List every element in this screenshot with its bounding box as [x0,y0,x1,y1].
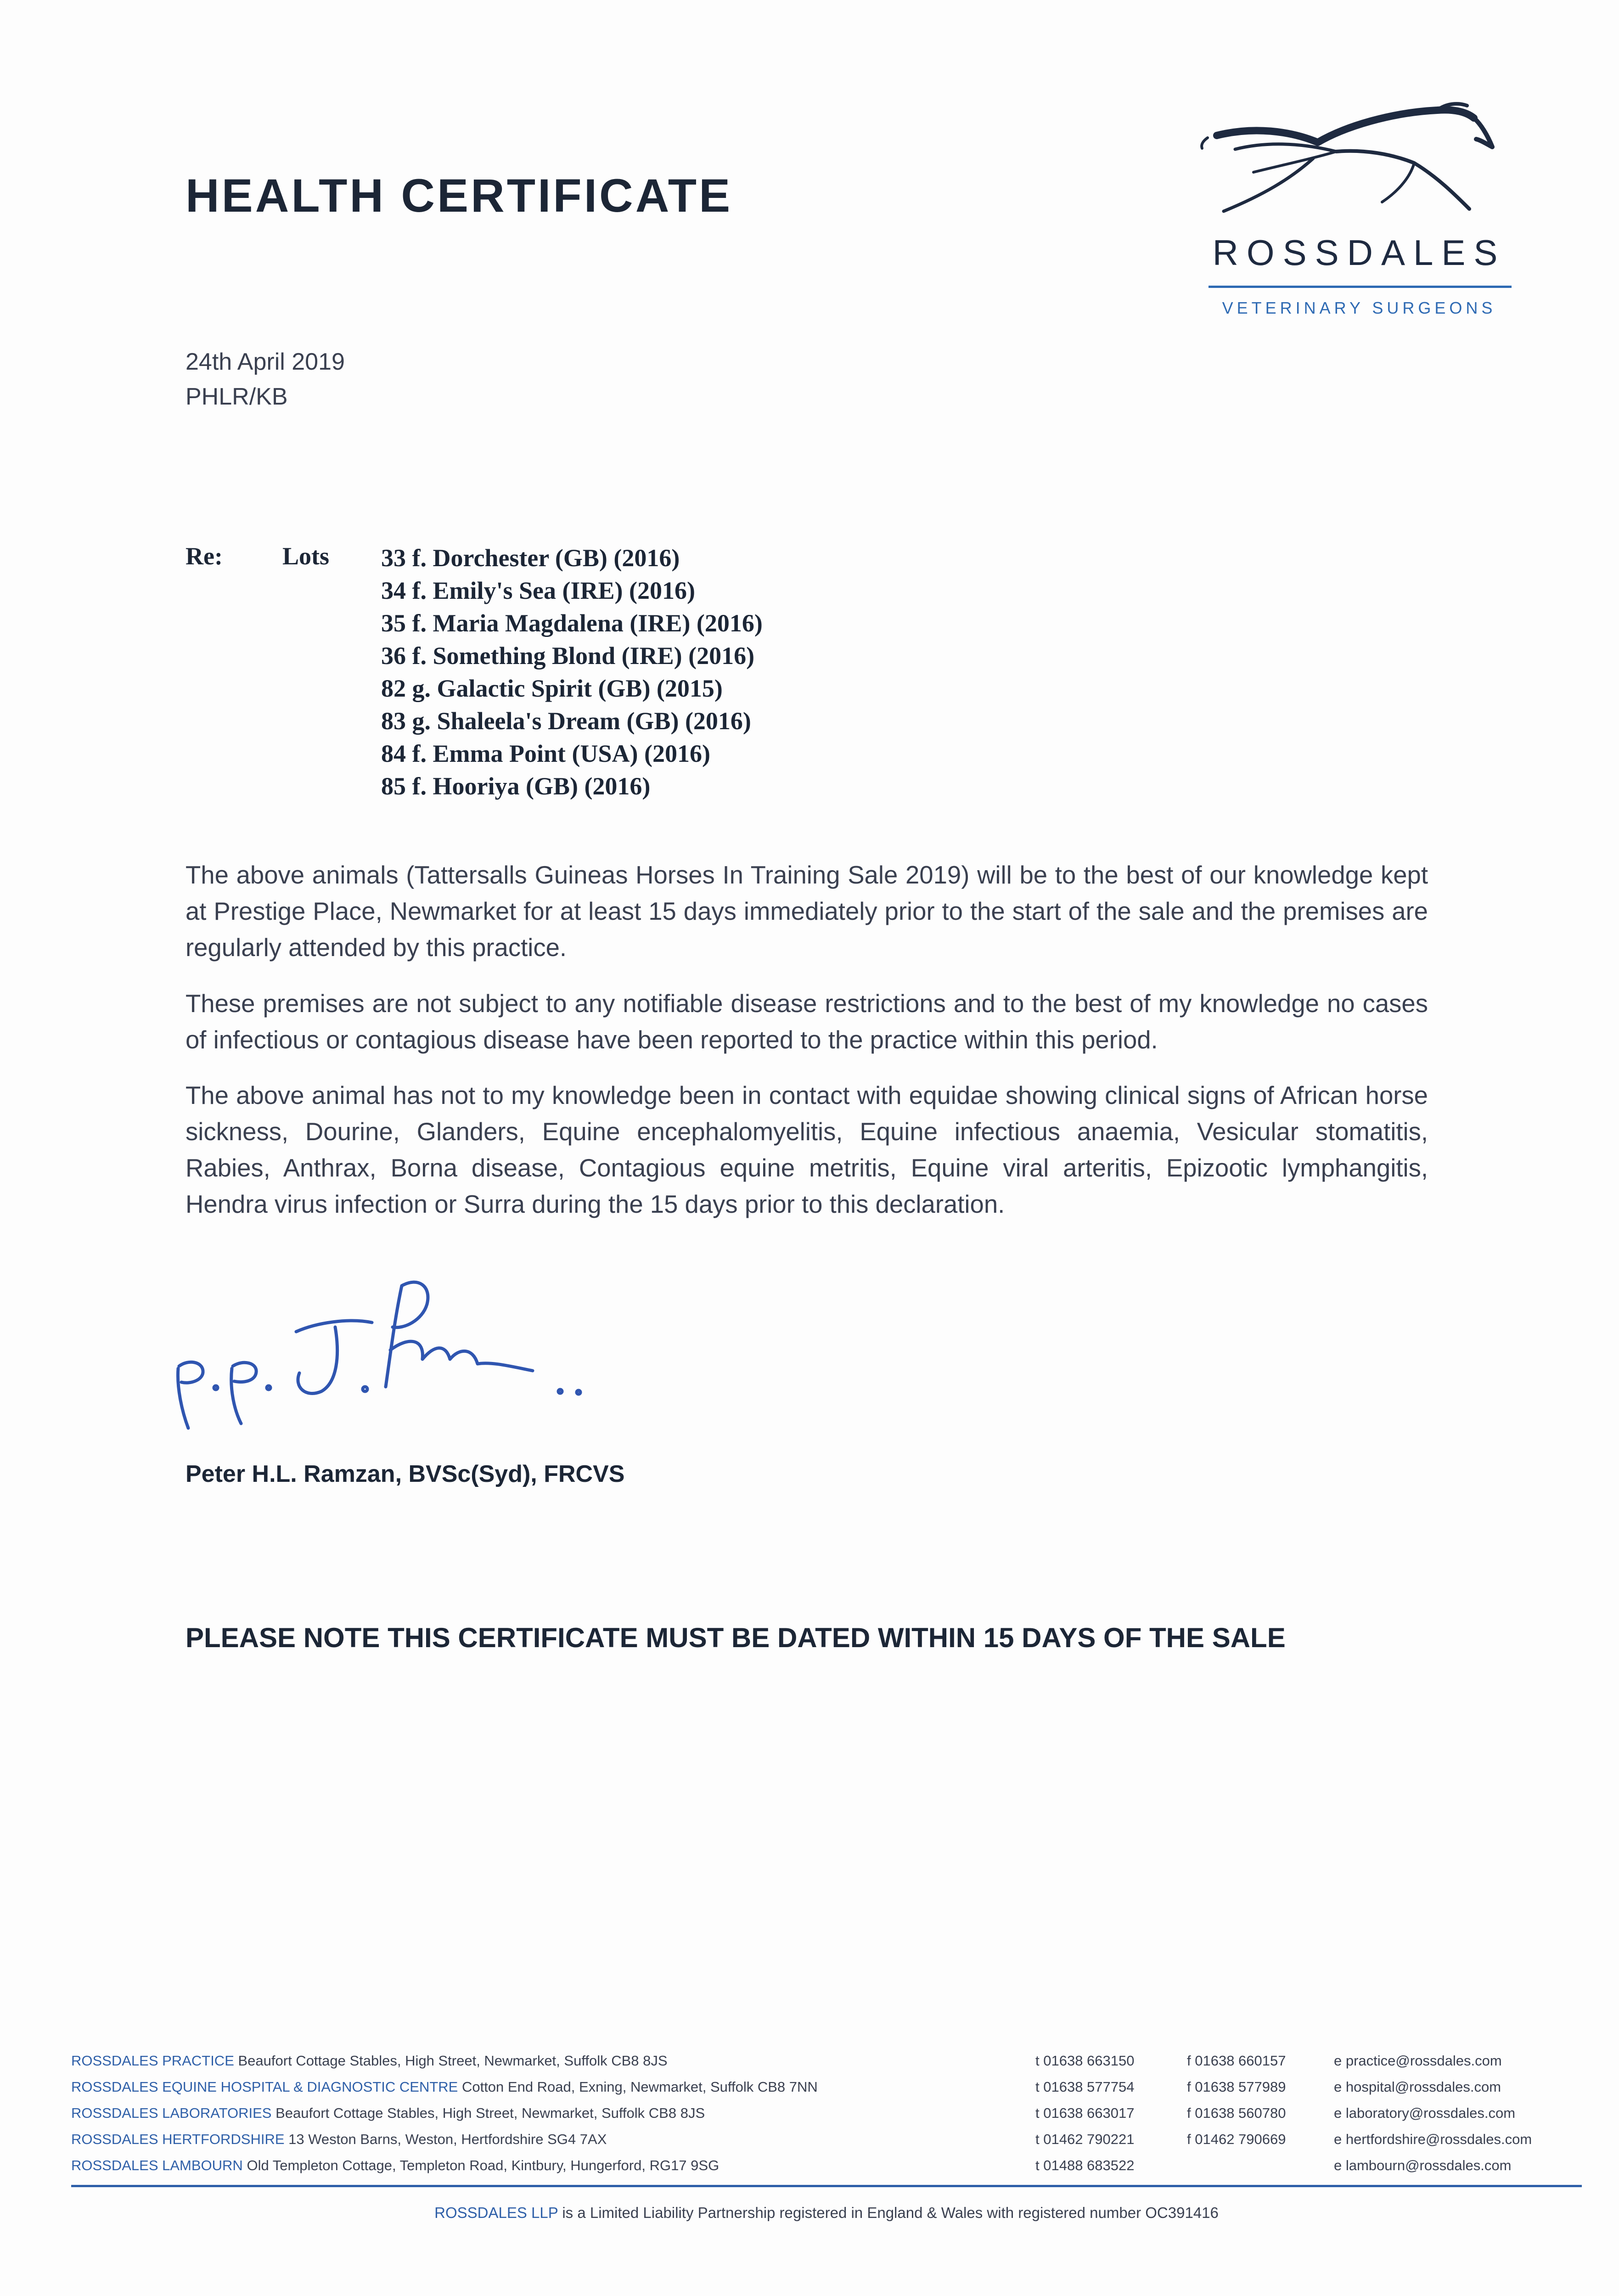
office-email: e practice@rossdales.com [1334,2053,1502,2069]
office-email: e laboratory@rossdales.com [1334,2105,1516,2121]
office-telephone: t 01638 577754 [1035,2079,1135,2095]
certificate-notice: PLEASE NOTE THIS CERTIFICATE MUST BE DATED WITHIN 15 DAYS OF THE SALE [186,1622,1286,1653]
office-email: e hertfordshire@rossdales.com [1334,2131,1532,2147]
lot-item: 36 f. Something Blond (IRE) (2016) [381,642,755,670]
office-telephone: t 01462 790221 [1035,2131,1135,2147]
document-reference: PHLR/KB [186,383,288,410]
lot-item: 84 f. Emma Point (USA) (2016) [381,740,710,767]
signatory-name: Peter H.L. Ramzan, BVSc(Syd), FRCVS [186,1461,625,1487]
handwritten-signature [170,1267,684,1442]
office-name: ROSSDALES PRACTICE [71,2053,234,2069]
footer-office-row [71,2157,1582,2183]
office-name: ROSSDALES EQUINE HOSPITAL & DIAGNOSTIC CENTRE [71,2079,458,2095]
document-meta [186,344,345,414]
brand-name: ROSSDALES [1212,232,1506,273]
office-address: Beaufort Cottage Stables, High Street, Newmarket, Suffolk CB8 8JS [275,2105,705,2121]
office-address: Beaufort Cottage Stables, High Street, Newmarket, Suffolk CB8 8JS [238,2053,668,2069]
brand-subtitle: VETERINARY SURGEONS [1222,298,1496,317]
office-fax: f 01638 560780 [1187,2105,1286,2121]
llp-registration [71,2204,1582,2222]
llp-text: is a Limited Liability Partnership registered in England & Wales with registered number OC391416 [562,2204,1219,2221]
lot-item: 35 f. Maria Magdalena (IRE) (2016) [381,609,763,637]
office-fax: f 01638 577989 [1187,2079,1286,2095]
lots-list [381,542,763,803]
lot-item: 34 f. Emily's Sea (IRE) (2016) [381,577,695,604]
horse-logo-icon [1198,99,1515,232]
office-fax: f 01638 660157 [1187,2053,1286,2069]
office-name: ROSSDALES LABORATORIES [71,2105,272,2121]
document-date: 24th April 2019 [186,349,345,375]
footer-office-row [71,2131,1582,2157]
footer-divider [71,2185,1582,2187]
footer-offices [71,2053,1582,2183]
paragraph-restrictions: These premises are not subject to any notifiable disease restrictions and to the best of my knowledge no cases of infectious or contagious disease have been reported to the practice within this period. [186,990,1428,1054]
office-email: e lambourn@rossdales.com [1334,2157,1512,2173]
paragraph-premises: The above animals (Tattersalls Guineas Horses In Training Sale 2019) will be to the best of our knowledge kept at Prestige Place, Newmarket for at least 15 days immediately prior to the start of the sale and the premises are regularly attended by this practice. [186,861,1428,962]
office-fax: f 01462 790669 [1187,2131,1286,2147]
document-title: HEALTH CERTIFICATE [186,169,733,222]
lot-item: 33 f. Dorchester (GB) (2016) [381,544,680,572]
lot-item: 83 g. Shaleela's Dream (GB) (2016) [381,707,751,735]
brand-divider [1209,286,1512,288]
office-address: 13 Weston Barns, Weston, Hertfordshire SG4 7AX [288,2131,607,2147]
paragraph-contact-declaration: The above animal has not to my knowledge been in contact with equidae showing clinical signs of African horse sickness, Dourine, Glanders, Equine encephalomyelitis, Equine infectious anaemia, Vesicular stomatitis, Rabies, Anthrax, Borna disease, Contagious equine metritis, Equine viral arteritis, Epizootic lymphangitis, Hendra virus infection or Surra during the 15 days prior to this declaration. [186,1081,1428,1218]
lot-item: 85 f. Hooriya (GB) (2016) [381,772,651,800]
lots-label: Lots [282,542,330,570]
footer-office-row [71,2053,1582,2079]
footer-office-row [71,2079,1582,2105]
llp-name: ROSSDALES LLP [434,2204,558,2221]
office-name: ROSSDALES LAMBOURN [71,2157,243,2173]
office-email: e hospital@rossdales.com [1334,2079,1501,2095]
office-address: Cotton End Road, Exning, Newmarket, Suffolk CB8 7NN [461,2079,818,2095]
lot-item: 82 g. Galactic Spirit (GB) (2015) [381,675,723,702]
office-telephone: t 01488 683522 [1035,2157,1135,2173]
re-label: Re: [186,542,223,570]
footer-office-row [71,2105,1582,2131]
office-name: ROSSDALES HERTFORDSHIRE [71,2131,285,2147]
office-address: Old Templeton Cottage, Templeton Road, Kintbury, Hungerford, RG17 9SG [247,2157,720,2173]
office-telephone: t 01638 663017 [1035,2105,1135,2121]
office-telephone: t 01638 663150 [1035,2053,1135,2069]
